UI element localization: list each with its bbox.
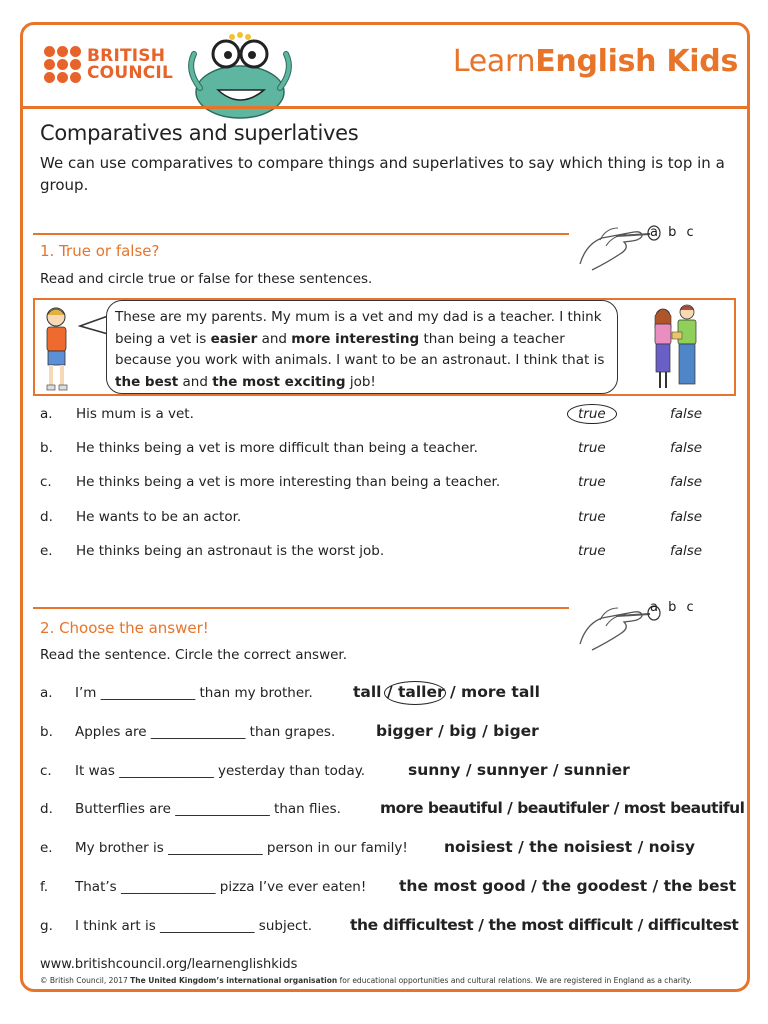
choice-options[interactable]: bigger / big / biger [376, 722, 539, 740]
tf-letter: c. [40, 474, 52, 490]
header-divider [23, 106, 747, 109]
british-council-logo [44, 46, 173, 83]
tf-letter: a. [40, 406, 53, 422]
choice-sentence: I’m ______________ than my brother. [75, 685, 313, 701]
choice-letter: g. [40, 918, 53, 934]
story-bold-the-best: the best [115, 373, 179, 390]
choice-row-c [40, 761, 740, 783]
tf-false-option[interactable]: false [670, 440, 703, 456]
tf-row-a [40, 406, 730, 426]
story-bold-most-exciting: the most exciting [212, 373, 346, 390]
brand-english-kids: English Kids [535, 44, 738, 79]
tf-true-option[interactable]: true [578, 509, 606, 525]
tf-false-option[interactable]: false [670, 406, 703, 422]
section-1-divider [33, 233, 569, 235]
tf-true-option[interactable]: true [578, 543, 606, 559]
parents-illustration-icon [645, 302, 705, 392]
tf-letter: b. [40, 440, 53, 456]
choice-row-d [40, 799, 745, 821]
story-text-5: job! [345, 373, 376, 390]
tf-row-d [40, 509, 730, 529]
story-bold-easier: easier [210, 330, 258, 347]
answer-circle-taller [384, 681, 446, 705]
section-1-heading: 1. True or false? [40, 242, 160, 260]
tf-false-option[interactable]: false [670, 474, 703, 490]
choice-letter: e. [40, 840, 53, 856]
story-text-3: than being a teacher because you work with animals. I want to be an astronaut. I think that is [115, 330, 605, 368]
choice-row-g [40, 916, 740, 938]
learnenglish-kids-brand [453, 44, 738, 79]
choice-row-b [40, 722, 740, 744]
tf-sentence: He thinks being a vet is more interesting than being a teacher. [76, 474, 501, 490]
choice-sentence: That’s ______________ pizza I’ve ever eaten! [75, 879, 367, 895]
tf-row-e [40, 543, 730, 563]
story-text-2: and [257, 330, 292, 347]
choice-options[interactable]: noisiest / the noisiest / noisy [444, 838, 695, 856]
brand-learn: Learn [452, 44, 536, 79]
tf-sentence: He wants to be an actor. [76, 509, 242, 525]
choice-sentence: It was ______________ yesterday than today. [75, 763, 366, 779]
choice-sentence: Apples are ______________ than grapes. [75, 724, 336, 740]
writing-hand-icon [572, 214, 682, 272]
footer-copyright [40, 976, 692, 985]
story-text-4: and [178, 373, 213, 390]
logo-dots-icon [44, 46, 81, 83]
choice-sentence: My brother is ______________ person in our family! [75, 840, 408, 856]
choice-letter: f. [40, 879, 49, 895]
logo-line-1: BRITISH [87, 45, 166, 66]
story-text-1: These are my parents. My mum is a vet and my dad is a teacher. I think being a vet is [115, 309, 602, 347]
tf-row-c [40, 474, 730, 494]
copyright-b: The United Kingdom’s international organisation [130, 976, 338, 985]
choice-options[interactable]: more beautiful / beautifuler / most beautiful [380, 799, 745, 817]
copyright-a: © British Council, 2017 [40, 976, 131, 985]
section-2-divider [33, 607, 569, 609]
tf-false-option[interactable]: false [670, 509, 703, 525]
choice-letter: d. [40, 801, 53, 817]
tf-true-option[interactable]: true [578, 474, 606, 490]
abc-letters: a b c [650, 600, 697, 615]
tf-row-b [40, 440, 730, 460]
section-2-heading: 2. Choose the answer! [40, 619, 209, 637]
choice-sentence: I think art is ______________ subject. [75, 918, 313, 934]
choice-row-f [40, 877, 740, 899]
copyright-c: for educational opportunities and cultural relations. We are registered in England as a charity. [337, 976, 692, 985]
boy-illustration-icon [38, 303, 78, 393]
choice-row-e [40, 838, 740, 860]
choice-letter: c. [40, 763, 52, 779]
choice-options[interactable]: tall / taller / more tall [353, 683, 540, 701]
tf-sentence: He thinks being an astronaut is the worst job. [76, 543, 385, 559]
tf-letter: e. [40, 543, 53, 559]
choice-letter: b. [40, 724, 53, 740]
choice-letter: a. [40, 685, 53, 701]
tf-false-option[interactable]: false [670, 543, 703, 559]
tf-true-option-circled[interactable]: true [567, 404, 617, 424]
tf-letter: d. [40, 509, 53, 525]
tf-sentence: His mum is a vet. [76, 406, 194, 422]
footer-url-link[interactable]: www.britishcouncil.org/learnenglishkids [40, 957, 298, 972]
choice-options[interactable]: the difficultest / the most difficult / difficultest [350, 916, 739, 934]
abc-letters: a b c [650, 225, 697, 240]
page-title: Comparatives and superlatives [40, 121, 359, 145]
tf-true-option[interactable]: true [578, 440, 606, 456]
speech-bubble [106, 300, 618, 394]
tf-sentence: He thinks being a vet is more difficult than being a teacher. [76, 440, 478, 456]
section-1-instruction: Read and circle true or false for these sentences. [40, 271, 373, 287]
logo-line-2: COUNCIL [87, 62, 173, 83]
choice-row-a [40, 683, 740, 705]
intro-text: We can use comparatives to compare things and superlatives to say which thing is top in a group. [40, 154, 725, 194]
story-bold-more-interesting: more interesting [291, 330, 420, 347]
choice-options[interactable]: sunny / sunnyer / sunnier [408, 761, 630, 779]
section-2-instruction: Read the sentence. Circle the correct answer. [40, 647, 348, 663]
choice-options[interactable]: the most good / the goodest / the best [399, 877, 737, 895]
choice-sentence: Butterflies are ______________ than flies. [75, 801, 341, 817]
